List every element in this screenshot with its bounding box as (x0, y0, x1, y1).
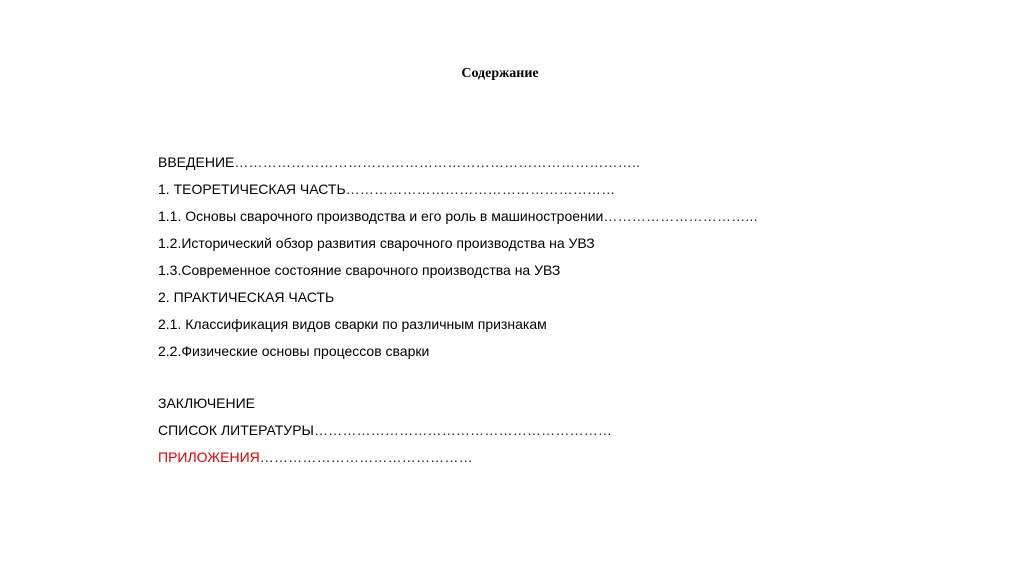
toc-entry-label: ПРИЛОЖЕНИЯ (158, 449, 260, 465)
toc-entry-references (158, 421, 612, 439)
toc-entry-label: 2.1. Классификация видов сварки по различным признакам (158, 316, 547, 332)
toc-entry-label: 1. ТЕОРЕТИЧЕСКАЯ ЧАСТЬ (158, 181, 346, 197)
page-title: Содержание (461, 66, 539, 81)
toc-entry-introduction (158, 153, 640, 171)
toc-entry-2-1 (158, 315, 547, 333)
toc-entry-label: СПИСОК ЛИТЕРАТУРЫ (158, 422, 314, 438)
toc-entry-leader: ……………………………………………………… (313, 422, 613, 438)
toc-entry-1-1 (158, 207, 758, 225)
toc-entry-appendices (158, 448, 473, 466)
toc-entry-leader: ………………………………………………………………………….. (234, 154, 641, 170)
toc-entry-2-2 (158, 342, 429, 360)
toc-entry-leader: …………………………... (603, 208, 758, 224)
toc-entry-label: 1.1. Основы сварочного производства и его роль в машиностроении (158, 208, 604, 224)
toc-entry-label: 2. ПРАКТИЧЕСКАЯ ЧАСТЬ (158, 289, 335, 305)
toc-entry-label: 2.2.Физические основы процессов сварки (158, 343, 430, 359)
toc-entry-1-3 (158, 261, 560, 279)
toc-entry-leader: ……………………………………… (259, 449, 473, 465)
toc-entry-theory (158, 180, 615, 198)
toc-entry-practice (158, 288, 334, 306)
toc-entry-leader: ………………………………………………… (345, 181, 616, 197)
toc-entry-conclusion (158, 394, 255, 412)
toc-entry-label: 1.2.Исторический обзор развития сварочного производства на УВЗ (158, 235, 595, 251)
toc-entry-label: 1.3.Современное состояние сварочного производства на УВЗ (158, 262, 561, 278)
toc-entry-label: ВВЕДЕНИЕ (158, 154, 235, 170)
toc-entry-label: ЗАКЛЮЧЕНИЕ (158, 395, 255, 411)
toc-entry-1-2 (158, 234, 595, 252)
